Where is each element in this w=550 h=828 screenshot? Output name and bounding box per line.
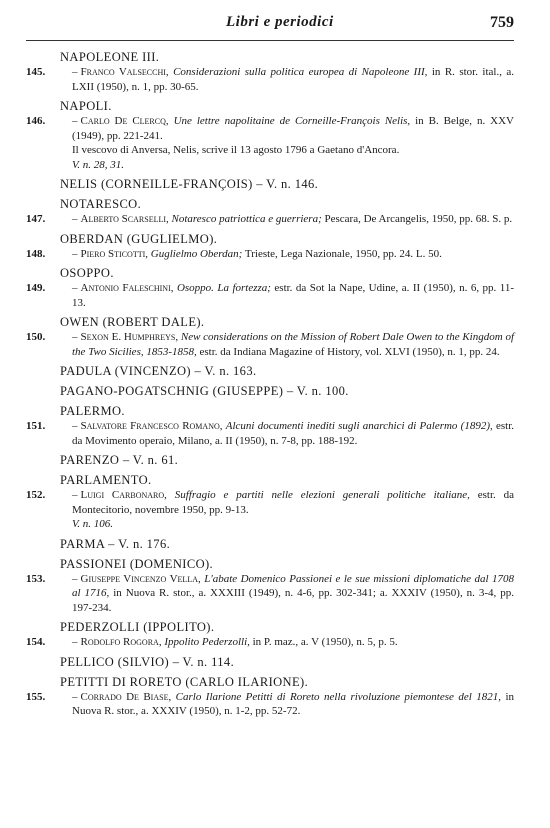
entry-title: Ippolito Pederzolli, xyxy=(164,636,250,648)
entry-number: 149. xyxy=(26,282,46,294)
section-heading: PAGANO-POGATSCHNIG (GIUSEPPE) – V. n. 100. xyxy=(60,384,349,398)
bibliography-entry: 146. – Carlo De Clercq, Une lettre napolitaine de Corneille-François Nelis, in B. Belge, n. XXV (1949), pp. 221-241. Il vescovo di Anversa, Nelis, scrive il 13 agosto 1796 a Gaetano d'Ancora. V. n. 28, 31. xyxy=(26,115,515,171)
section-heading: NAPOLI. xyxy=(60,99,112,113)
entry-title: Alcuni documenti inediti sugli anarchici di Palermo (1892), xyxy=(225,420,493,432)
entry-author: Franco Valsecchi, xyxy=(80,66,169,78)
entry-source: in Nuova R. stor., a. XXXIV (1950), n. 1-2, pp. 52-72. xyxy=(72,690,514,717)
entry-title: New considerations on the Mission of Robert Dale Owen to the Kingdom of the Two Sicilies, 1853-1858, xyxy=(72,331,514,358)
entry-source: in Nuova R. stor., a. XXXIII (1949), n. 4-6, pp. 302-341; a. XXXIV (1950), n. 3-4, pp. 197-234. xyxy=(72,587,515,614)
entry-number: 150. xyxy=(26,331,46,343)
entry-number: 145. xyxy=(26,66,46,78)
section-heading: PEDERZOLLI (IPPOLITO). xyxy=(60,620,215,634)
bibliography-entry: 154. – Rodolfo Rogora, Ippolito Pederzolli, in P. maz., a. V (1950), n. 5, p. 5. xyxy=(26,636,398,648)
section-heading: PALERMO. xyxy=(60,404,125,418)
section-heading: OSOPPO. xyxy=(60,266,114,280)
entry-source: estr. da Sot la Nape, Udine, a. II (1950), n. 6, pp. 11-13. xyxy=(72,282,514,309)
section-heading: PARENZO – V. n. 61. xyxy=(60,453,179,467)
entry-title: Guglielmo Oberdan; xyxy=(150,247,243,260)
bibliography-entry: 155. – Corrado De Biase, Carlo Ilarione Petitti di Roreto nella rivoluzione piemontese del 1821, in Nuova R. stor., a. XXXIV (1950), n. 1-2, pp. 52-72. xyxy=(26,690,514,717)
running-title: Libri e periodici xyxy=(226,14,334,30)
entry-source: in B. Belge, n. XXV (1949), pp. 221-241. xyxy=(72,115,515,142)
section-heading: PADULA (VINCENZO) – V. n. 163. xyxy=(60,364,257,378)
section-heading: OBERDAN (GUGLIELMO). xyxy=(60,231,218,246)
entry-source: Pescara, De Arcangelis, 1950, pp. 68. S. p. xyxy=(324,213,513,225)
bibliography-entry: 152. – Luigi Carbonaro, Suffragio e partiti nelle elezioni generali politiche italiane, estr. da Montecitorio, novembre 1950, pp. 9-13. V. n. 106. xyxy=(26,489,514,530)
entry-author: Antonio Faleschini, xyxy=(80,282,174,294)
entry-author: Sexon E. Humphreys, xyxy=(80,331,179,343)
section-heading: PELLICO (SILVIO) – V. n. 114. xyxy=(60,654,235,669)
bibliography-entry: 149. – Antonio Faleschini, Osoppo. La fortezza; estr. da Sot la Nape, Udine, a. II (1950), n. 6, pp. 11-13. xyxy=(26,282,514,309)
section-heading: NAPOLEONE III. xyxy=(60,50,160,64)
bibliography-entry: 151. – Salvatore Francesco Romano, Alcuni documenti inediti sugli anarchici di Palermo (1892), estr. da Movimento operaio, Milano, a. II (1950), n. 7-8, pp. 188-192. xyxy=(26,420,515,447)
entry-number: 153. xyxy=(26,572,46,585)
bibliography-entry: 153. – Giuseppe Vincenzo Vella, L'abate Domenico Passionei e le sue missioni diplomatiche dal 1708 al 1716, in Nuova R. stor., a. XXXIII (1949), n. 4-6, pp. 302-341; a. XXXIV (1950), n. 3-4, pp. 197-234. xyxy=(26,572,515,614)
cross-reference: V. n. 28, 31. xyxy=(72,158,125,171)
section-heading: PARMA – V. n. 176. xyxy=(60,536,171,551)
page-number: 759 xyxy=(490,14,514,31)
entry-author: Giuseppe Vincenzo Vella, xyxy=(80,572,201,585)
entry-title: Une lettre napolitaine de Corneille-François Nelis, xyxy=(173,115,411,127)
section-heading: PETITTI DI RORETO (CARLO ILARIONE). xyxy=(60,674,309,689)
bibliography-entry: 150. – Sexon E. Humphreys, New considerations on the Mission of Robert Dale Owen to the Kingdom of the Two Sicilies, 1853-1858, estr. da Indiana Magazine of History, vol. XLVI (1950), n. 1, pp. 24. xyxy=(26,331,514,358)
entry-title: Carlo Ilarione Petitti di Roreto nella rivoluzione piemontese del 1821, xyxy=(175,690,501,703)
entry-author: Corrado De Biase, xyxy=(80,690,172,703)
entry-source: estr. da Montecitorio, novembre 1950, pp. 9-13. xyxy=(72,489,514,516)
running-head xyxy=(26,0,514,41)
entry-number: 154. xyxy=(26,636,46,648)
entry-title: Osoppo. La fortezza; xyxy=(176,282,271,294)
entry-title: L'abate Domenico Passionei e le sue missioni diplomatiche dal 1708 al 1716, xyxy=(72,572,515,599)
bibliography-entry: 148. – Piero Sticotti, Guglielmo Oberdan; Trieste, Lega Nazionale, 1950, pp. 24. L. 50. xyxy=(26,247,442,260)
entry-number: 148. xyxy=(26,247,46,260)
entry-number: 147. xyxy=(26,213,46,225)
entry-source: Trieste, Lega Nazionale, 1950, pp. 24. L. 50. xyxy=(244,247,442,260)
bibliography-entry: 145. – Franco Valsecchi, Considerazioni sulla politica europea di Napoleone III, in R. stor. ital., a. LXII (1950), n. 1, pp. 30-65. xyxy=(26,66,514,93)
section-heading: PASSIONEI (DOMENICO). xyxy=(60,556,214,571)
section-heading: NELIS (CORNEILLE-FRANÇOIS) – V. n. 146. xyxy=(60,177,319,191)
cross-reference: V. n. 106. xyxy=(72,518,114,530)
entry-author: Luigi Carbonaro, xyxy=(80,489,167,501)
entry-source: in R. stor. ital., a. LXII (1950), n. 1, pp. 30-65. xyxy=(72,66,514,93)
entry-author: Piero Sticotti, xyxy=(80,247,149,260)
entry-author: Salvatore Francesco Romano, xyxy=(80,420,223,432)
section-heading: NOTARESCO. xyxy=(60,197,142,211)
bibliography-entry: 147. – Alberto Scarselli, Notaresco patriottica e guerriera; Pescara, De Arcangelis, 1950, pp. 68. S. p. xyxy=(26,213,513,225)
entry-author: Rodolfo Rogora, xyxy=(80,636,162,648)
entry-title: Considerazioni sulla politica europea di Napoleone III, xyxy=(173,66,428,78)
entry-note: Il vescovo di Anversa, Nelis, scrive il 13 agosto 1796 a Gaetano d'Ancora. xyxy=(72,144,400,156)
entry-number: 152. xyxy=(26,489,46,501)
entry-source: in P. maz., a. V (1950), n. 5, p. 5. xyxy=(252,636,398,648)
entry-number: 155. xyxy=(26,690,46,703)
entry-source: estr. da Indiana Magazine of History, vol. XLVI (1950), n. 1, pp. 24. xyxy=(199,345,500,358)
bibliography xyxy=(26,41,514,719)
section-heading: PARLAMENTO. xyxy=(60,473,152,487)
entry-title: Suffragio e partiti nelle elezioni generali politiche italiane, xyxy=(174,489,470,501)
entry-number: 151. xyxy=(26,420,46,432)
entry-author: Carlo De Clercq, xyxy=(80,115,169,127)
entry-author: Alberto Scarselli, xyxy=(80,213,169,225)
section-heading: OWEN (ROBERT DALE). xyxy=(60,315,205,329)
entry-title: Notaresco patriottica e guerriera; xyxy=(171,213,322,225)
entry-number: 146. xyxy=(26,115,46,127)
entry-source: estr. da Movimento operaio, Milano, a. II (1950), n. 7-8, pp. 188-192. xyxy=(72,420,515,447)
